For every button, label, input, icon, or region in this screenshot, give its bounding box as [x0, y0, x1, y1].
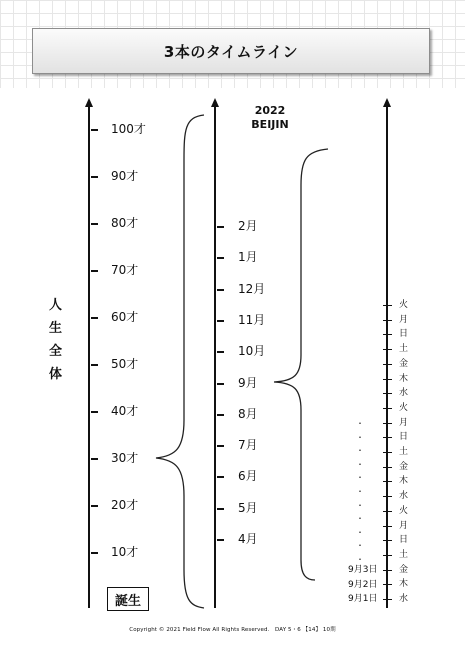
weekday-label: 土	[399, 447, 409, 457]
weekday-label: 水	[399, 491, 409, 502]
life-brace	[156, 115, 204, 608]
weekday-label: 火	[399, 300, 409, 310]
weekday-label: 水	[399, 388, 409, 399]
month-label: 6月	[238, 469, 258, 484]
date-label: 9月3日	[348, 565, 378, 575]
weekday-label: 木	[399, 579, 409, 590]
weekday-label: 土	[399, 549, 409, 560]
footer-copyright: Copyright © 2021 Field Flow All Rights Reserved. DAY 5・6 【14】 10期	[129, 627, 336, 633]
continuation-dot: ・	[356, 527, 364, 537]
month-label: 12月	[238, 281, 266, 296]
age-label: 100才	[111, 122, 146, 136]
month-label: 7月	[238, 438, 258, 453]
weekday-label: 月	[399, 520, 409, 531]
weekday-label: 日	[399, 432, 409, 443]
continuation-dot: ・	[356, 473, 364, 483]
weekday-label: 金	[399, 461, 409, 472]
age-label: 80才	[111, 216, 139, 230]
month-label: 4月	[238, 532, 258, 546]
weekday-label: 土	[399, 344, 409, 355]
weekday-label: 月	[399, 314, 409, 325]
year-label: 2022	[254, 104, 286, 117]
continuation-dot: ・	[356, 432, 364, 442]
weekday-label: 木	[399, 476, 409, 487]
continuation-dot: ・	[356, 555, 364, 564]
birth-label: 誕生	[107, 587, 149, 611]
continuation-dot: ・	[356, 514, 364, 524]
continuation-dot: ・	[356, 419, 364, 428]
age-label: 60才	[111, 310, 139, 324]
month-label: 5月	[238, 500, 258, 515]
age-label: 20才	[111, 498, 139, 512]
continuation-dot: ・	[356, 446, 364, 456]
weekday-label: 金	[399, 358, 409, 369]
month-label: 8月	[238, 406, 258, 421]
month-label: 10月	[238, 344, 266, 359]
date-label: 9月1日	[348, 594, 378, 605]
place-label: BEIJIN	[251, 118, 289, 131]
continuation-dot: ・	[356, 541, 364, 551]
side-label-char: 人	[49, 298, 63, 313]
date-label: 9月2日	[348, 579, 378, 590]
age-label: 40才	[111, 404, 139, 418]
weekday-label: 日	[399, 535, 409, 546]
weekday-label: 金	[399, 564, 409, 575]
page-title: 3本のタイムライン	[32, 28, 430, 74]
month-label: 9月	[238, 375, 258, 390]
weekday-label: 水	[399, 594, 409, 604]
weekday-label: 火	[399, 505, 409, 516]
age-label: 30才	[111, 451, 139, 465]
continuation-dot: ・	[356, 487, 364, 496]
weekday-label: 火	[399, 402, 409, 413]
age-label: 90才	[111, 169, 139, 183]
age-label: 10才	[111, 545, 139, 559]
continuation-dot: ・	[356, 459, 364, 469]
side-label-char: 全	[49, 344, 63, 359]
age-label: 70才	[111, 263, 139, 277]
month-label: 2月	[238, 219, 258, 233]
month-label: 1月	[238, 250, 258, 265]
month-label: 11月	[238, 312, 266, 327]
side-label-char: 生	[49, 321, 63, 336]
side-label-char: 体	[49, 367, 63, 382]
month-brace	[274, 149, 328, 580]
continuation-dot: ・	[356, 500, 364, 510]
weekday-label: 日	[399, 329, 409, 340]
weekday-label: 木	[399, 373, 409, 384]
weekday-label: 月	[399, 417, 409, 428]
age-label: 50才	[111, 357, 139, 371]
